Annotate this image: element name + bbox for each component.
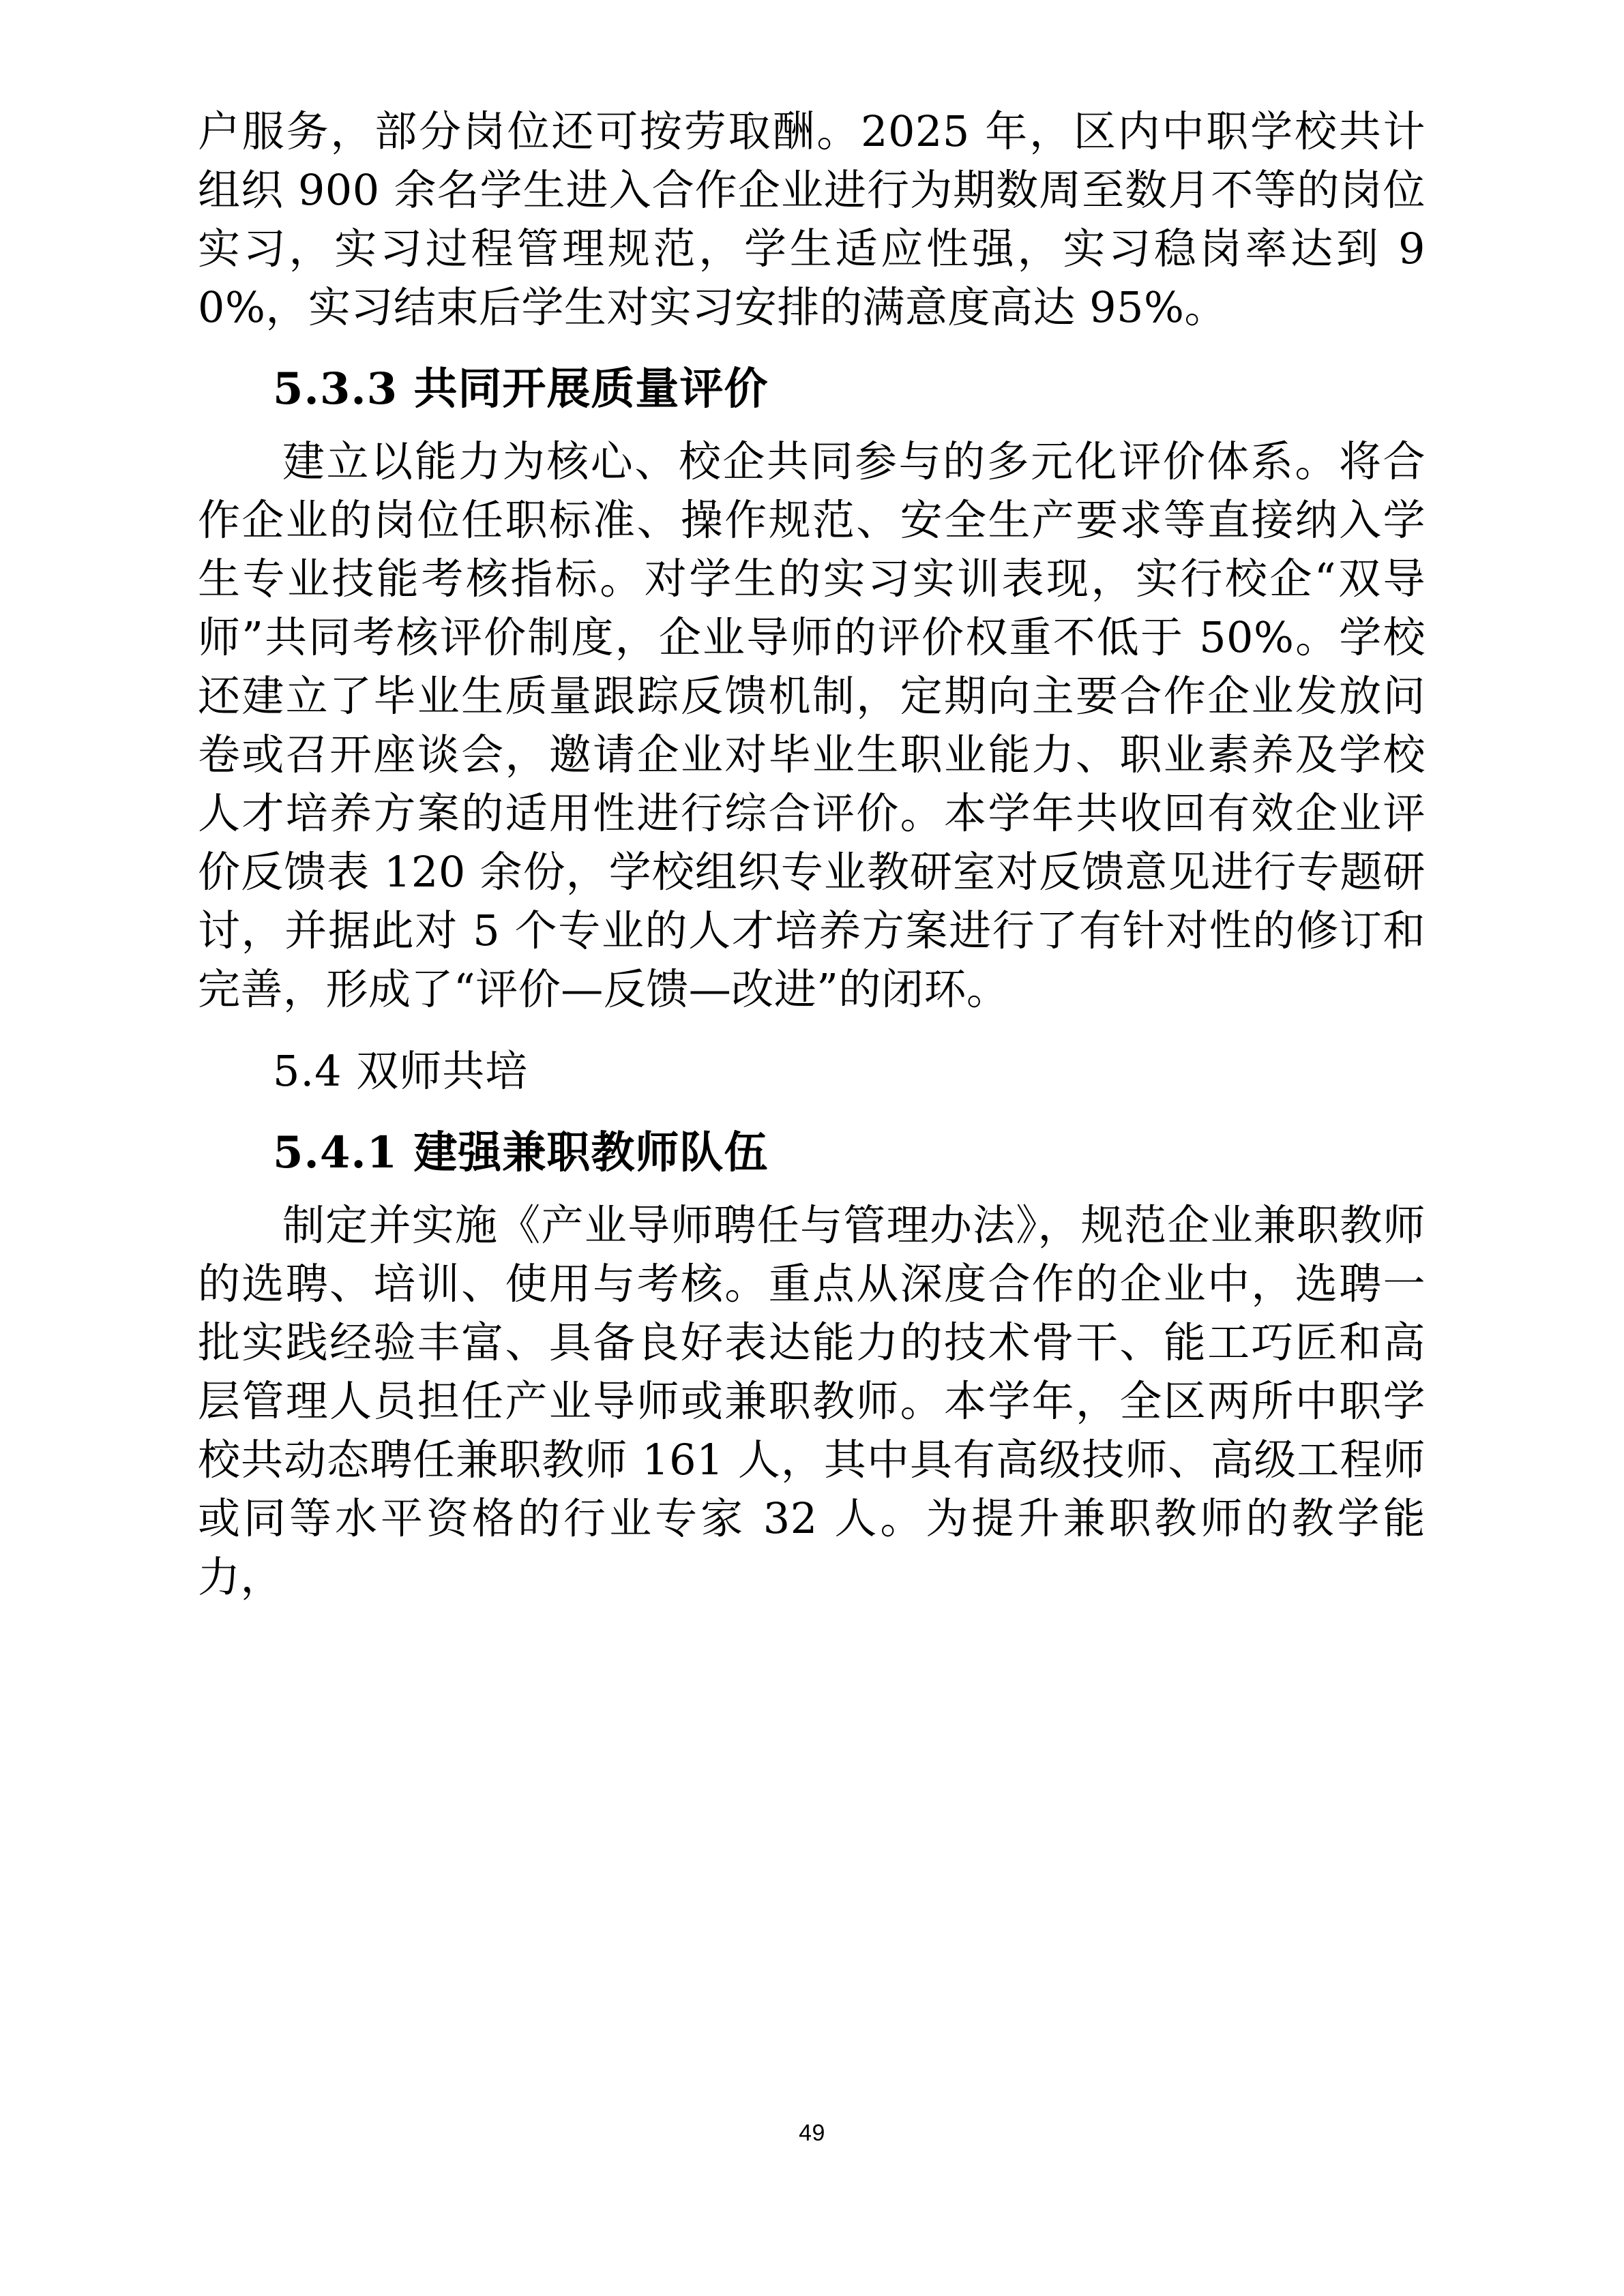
page-content — [198, 102, 1426, 1607]
spacer — [198, 337, 1426, 360]
spacer — [198, 1182, 1426, 1196]
heading-5-4: 5.4 双师共培 — [273, 1046, 529, 1096]
heading-5-4-1: 5.4.1 建强兼职教师队伍 — [273, 1127, 769, 1178]
spacer — [198, 419, 1426, 432]
heading-5-3-3: 5.3.3 共同开展质量评价 — [273, 363, 769, 415]
page-number: 49 — [799, 2120, 825, 2146]
paragraph-continued-internship: 户服务，部分岗位还可按劳取酬。2025 年，区内中职学校共计组织 900 余名学生进入合作企业进行为期数周至数月不等的岗位实习，实习过程管理规范，学生适应性强，实习稳岗率达到 90%，实习结束后学生对实习安排的满意度高达 95%。 — [198, 106, 1426, 332]
spacer — [198, 1019, 1426, 1042]
paragraph-part-time-teachers: 制定并实施《产业导师聘任与管理办法》，规范企业兼职教师的选聘、培训、使用与考核。重点从深度合作的企业中，选聘一批实践经验丰富、具备良好表达能力的技术骨干、能工巧匠和高层管理人员担任产业导师或兼职教师。本学年，全区两所中职学校共动态聘任兼职教师 161 人，其中具有高级技师、高级工程师或同等水平资格的行业专家 32 人。为提升兼职教师的教学能力， — [198, 1200, 1426, 1602]
paragraph-quality-evaluation: 建立以能力为核心、校企共同参与的多元化评价体系。将合作企业的岗位任职标准、操作规范、安全生产要求等直接纳入学生专业技能考核指标。对学生的实习实训表现，实行校企“双导师”共同考核评价制度，企业导师的评价权重不低于 50%。学校还建立了毕业生质量跟踪反馈机制，定期向主要合作企业发放问卷或召开座谈会，邀请企业对毕业生职业能力、职业素养及学校人才培养方案的适用性进行综合评价。本学年共收回有效企业评价反馈表 120 余份，学校组织专业教研室对反馈意见进行专题研讨，并据此对 5 个专业的人才培养方案进行了有针对性的修订和完善，形成了“评价—反馈—改进”的闭环。 — [198, 436, 1426, 1014]
spacer — [198, 1101, 1426, 1124]
